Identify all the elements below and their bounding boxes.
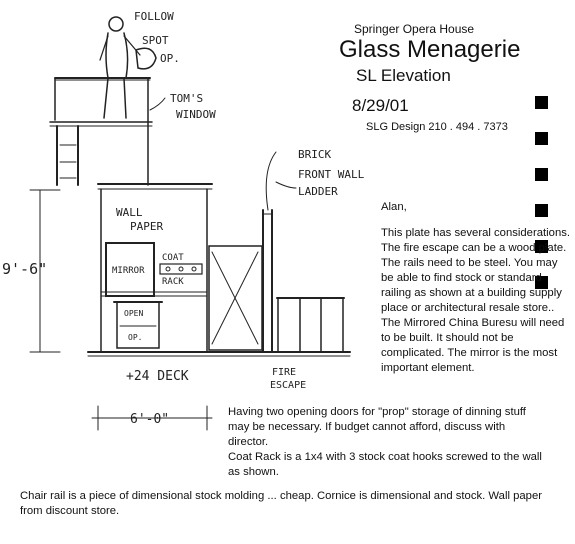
label-coat-rack-2: RACK <box>162 277 184 287</box>
label-follow-spot-3: OP. <box>160 52 180 65</box>
coat-rack <box>160 264 202 274</box>
label-deck: +24 DECK <box>126 369 189 384</box>
label-follow-spot-2: SPOT <box>142 34 169 47</box>
registration-mark <box>535 168 548 181</box>
note-coat-rack: Coat Rack is a 1x4 with 3 stock coat hooks screwed to the wall as shown. <box>228 451 542 478</box>
notes-block <box>381 200 571 387</box>
plate-date: 8/29/01 <box>352 96 409 115</box>
door-frame <box>209 246 262 350</box>
sketch-labels <box>2 10 365 427</box>
label-fire-escape-1: FIRE <box>272 367 297 378</box>
label-fire-escape-2: ESCAPE <box>270 380 307 391</box>
label-follow-spot-1: FOLLOW <box>134 10 174 23</box>
venue-name: Springer Opera House <box>354 22 475 36</box>
note-greeting: Alan, <box>381 201 407 213</box>
plate-title: Glass Menagerie <box>339 36 521 63</box>
note-doors: Having two opening doors for "prop" storage of dinning stuff may be necessary. If budget cannot afford, discuss with director. <box>228 406 526 448</box>
note-body: This plate has several considerations. The fire escape can be a wood plate. The rails need to be steel. You may be able to find stock or standard railing as shown at a building supply place or architectural resale store.. The Mirrored China Buresu will need to be built. It should not be complicated. The mirror is the most important element. <box>381 227 571 374</box>
follow-spot-platform <box>50 78 152 185</box>
label-mirror: MIRROR <box>112 266 145 276</box>
label-height: 9'-6" <box>2 260 48 278</box>
label-ladder: LADDER <box>298 185 338 198</box>
label-open-1: OPEN <box>124 309 144 318</box>
label-wall-paper-2: PAPER <box>130 220 164 233</box>
label-open-2: OP. <box>128 333 143 342</box>
label-coat-rack-1: COAT <box>162 253 184 263</box>
designer-info: SLG Design 210 . 494 . 7373 <box>366 121 508 133</box>
registration-mark <box>535 96 548 109</box>
ladder <box>263 152 276 352</box>
label-width: 6'-0" <box>130 412 170 427</box>
fire-escape-railing <box>277 298 344 352</box>
note-bottom: Chair rail is a piece of dimensional stock molding ... cheap. Cornice is dimensional and stock. Wall paper from discount store. <box>20 490 542 517</box>
notes-doors-block <box>228 405 548 480</box>
label-toms-window-1: TOM'S <box>170 92 204 105</box>
label-toms-window-2: WINDOW <box>176 108 216 121</box>
plate-subtitle: SL Elevation <box>356 66 451 85</box>
label-brick-1: BRICK <box>298 148 332 161</box>
label-brick-2: FRONT WALL <box>298 168 365 181</box>
label-wall-paper-1: WALL <box>116 206 143 219</box>
registration-mark <box>535 132 548 145</box>
